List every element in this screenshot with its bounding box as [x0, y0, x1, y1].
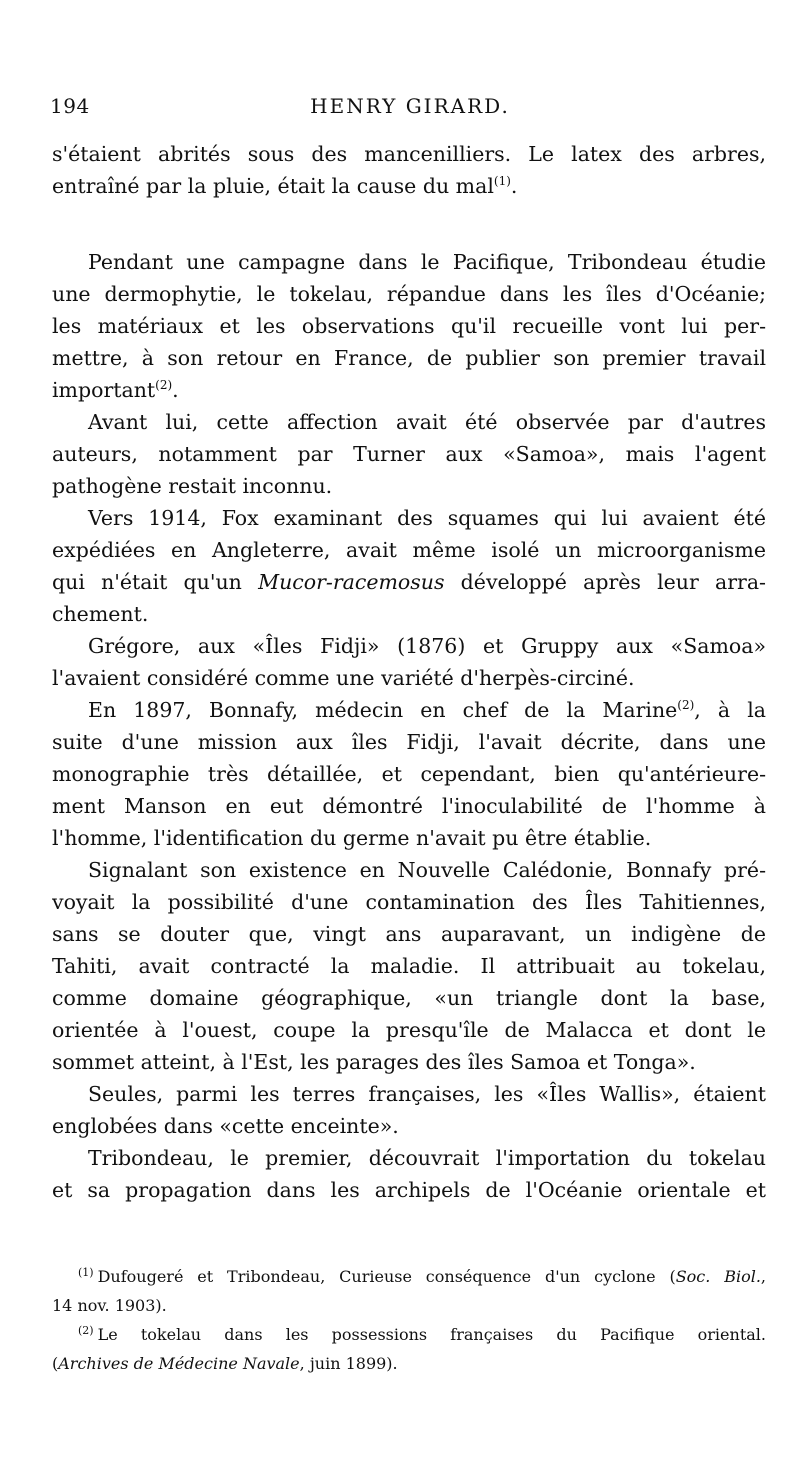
text-line: l'homme, l'identification du germe n'avait pu être établie.	[52, 826, 652, 850]
footnote-line: 14 nov. 1903).	[52, 1296, 167, 1315]
text-line: voyait la possibilité d'une contamination des Îles Tahitiennes,	[52, 890, 766, 914]
text-line: et sa propagation dans les archipels de l'Océanie orientale et	[52, 1178, 766, 1202]
paragraph	[52, 502, 766, 630]
text-line: Grégore, aux «Îles Fidji» (1876) et Gruppy aux «Samoa»	[88, 634, 766, 658]
paragraph	[52, 246, 766, 406]
paragraph	[52, 1078, 766, 1142]
text-line: monographie très détaillée, et cependant, bien qu'antérieure-	[52, 762, 766, 786]
footnote-ref: (2)	[677, 698, 695, 713]
text-line: une dermophytie, le tokelau, répandue dans les îles d'Océanie;	[52, 282, 766, 306]
footnote-ref: (1)	[493, 174, 511, 189]
paragraph	[52, 854, 766, 1078]
text-segment: développé après leur arra-	[444, 570, 766, 594]
paragraph	[52, 1142, 766, 1206]
footnote-line	[52, 1262, 766, 1291]
footnote-ref: (2)	[155, 378, 173, 393]
text-line: Seules, parmi les terres françaises, les «Îles Wallis», étaient	[88, 1082, 766, 1106]
paragraph	[52, 694, 766, 854]
text-line: expédiées en Angleterre, avait même isolé un microorganisme	[52, 538, 766, 562]
text-segment: ,	[760, 1267, 766, 1286]
text-segment: , à la	[694, 698, 766, 722]
text-line: Signalant son existence en Nouvelle Calédonie, Bonnafy pré-	[88, 858, 766, 882]
text-segment: , juin 1899).	[299, 1354, 398, 1373]
footnotes	[52, 1262, 766, 1378]
paragraph	[52, 630, 766, 694]
footnote-line	[52, 1320, 766, 1349]
footnote	[52, 1320, 766, 1378]
text-segment: Dufougeré et Tribondeau, Curieuse conséquence d'un cyclone (	[97, 1267, 676, 1286]
text-line: sans se douter que, vingt ans auparavant, un indigène de	[52, 922, 766, 946]
text-line: Vers 1914, Fox examinant des squames qui lui avaient été	[88, 506, 766, 530]
text-line: comme domaine géographique, «un triangle dont la base,	[52, 986, 766, 1010]
text-line	[52, 170, 766, 202]
text-line	[52, 694, 766, 726]
text-line	[52, 374, 766, 406]
italic-term: Archives de Médecine Navale	[58, 1354, 300, 1373]
text-segment: qui n'était qu'un	[52, 570, 259, 594]
footnote	[52, 1262, 766, 1320]
page-header	[50, 94, 770, 124]
page-number: 194	[50, 94, 90, 118]
text-line: sommet atteint, à l'Est, les parages des îles Samoa et Tonga».	[52, 1050, 696, 1074]
paragraph	[52, 406, 766, 502]
text-segment: entraîné par la pluie, était la cause du mal	[52, 174, 494, 198]
text-line: englobées dans «cette enceinte».	[52, 1114, 399, 1138]
text-line: l'avaient considéré comme une variété d'herpès-circiné.	[52, 666, 635, 690]
footnote-mark: (1)	[78, 1265, 94, 1279]
text-segment: Le tokelau dans les possessions françaises du Pacifique oriental.	[97, 1325, 766, 1344]
footnote-mark: (2)	[78, 1323, 94, 1337]
text-line: ment Manson en eut démontré l'inoculabilité de l'homme à	[52, 794, 766, 818]
text-segment: important	[52, 378, 156, 402]
text-line: auteurs, notamment par Turner aux «Samoa», mais l'agent	[52, 442, 766, 466]
footnote-line	[52, 1349, 766, 1378]
text-segment: .	[510, 174, 518, 198]
paragraph	[52, 138, 766, 202]
text-line: mettre, à son retour en France, de publier son premier travail	[52, 346, 766, 370]
italic-term: Mucor-racemosus	[258, 570, 445, 594]
text-line: chement.	[52, 602, 149, 626]
text-line: orientée à l'ouest, coupe la presqu'île de Malacca et dont le	[52, 1018, 766, 1042]
italic-term: Soc. Biol.	[675, 1267, 761, 1286]
body-text	[52, 138, 766, 1206]
text-line: Avant lui, cette affection avait été observée par d'autres	[88, 410, 766, 434]
text-segment: (	[52, 1354, 59, 1373]
text-line: Tribondeau, le premier, découvrait l'importation du tokelau	[88, 1146, 766, 1170]
text-line: les matériaux et les observations qu'il recueille vont lui per-	[52, 314, 766, 338]
text-line	[52, 566, 766, 598]
text-line: Tahiti, avait contracté la maladie. Il attribuait au tokelau,	[52, 954, 766, 978]
running-head: HENRY GIRARD.	[310, 94, 510, 118]
text-segment: .	[172, 378, 179, 402]
text-line: pathogène restait inconnu.	[52, 474, 333, 498]
text-line: s'étaient abrités sous des mancenilliers. Le latex des arbres,	[52, 142, 766, 166]
text-line: suite d'une mission aux îles Fidji, l'avait décrite, dans une	[52, 730, 766, 754]
text-line: Pendant une campagne dans le Pacifique, Tribondeau étudie	[88, 250, 766, 274]
text-segment: En 1897, Bonnafy, médecin en chef de la Marine	[88, 698, 678, 722]
